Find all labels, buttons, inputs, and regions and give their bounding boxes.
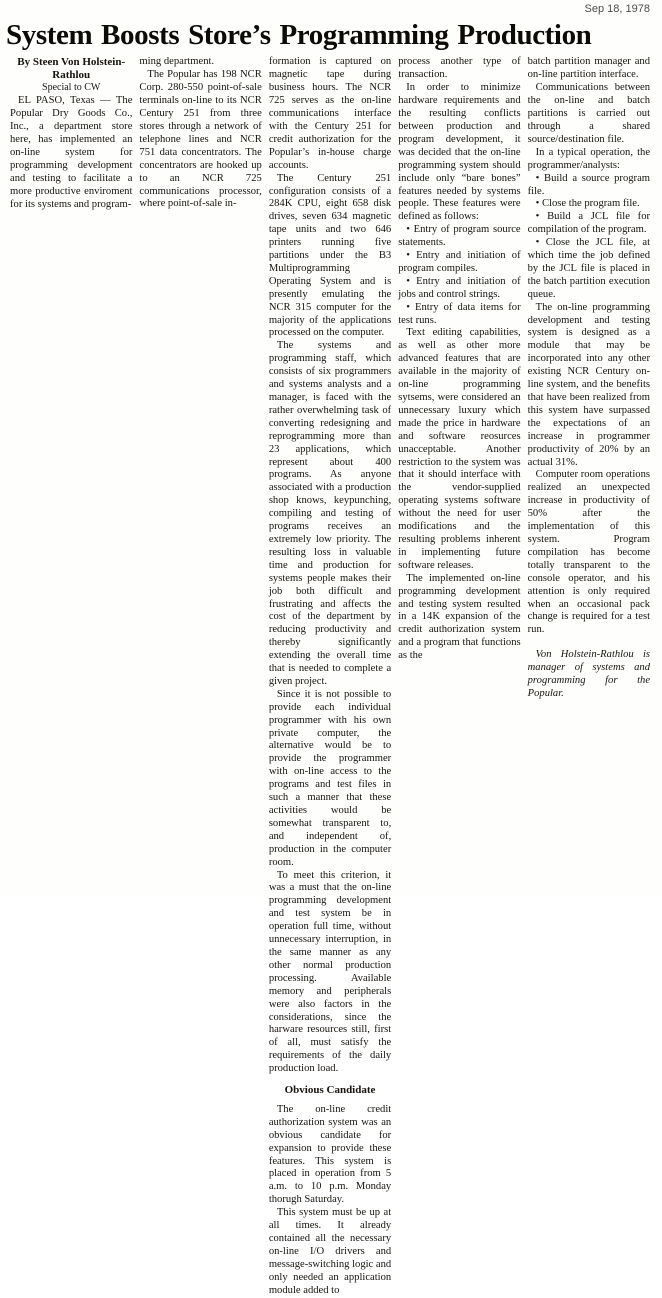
- article-paragraph: Text editing capabilities, as well as other more advanced features that are available in the majority of on-line programming sytsems, were considered an unnecessary luxury which made the price in hardware and software reosurces unacceptable. Another restriction to the system was that it should interface with the vendor-supplied operating systems software without the need for user modifications and the resulting problems inherent in implementing future software releases.: [398, 327, 521, 571]
- section-heading: Obvious Candidate: [284, 1084, 376, 1097]
- bullet-item: • Entry of program source statements.: [398, 224, 521, 249]
- bullet-item: • Close the JCL file, at which time the job defined by the JCL file is placed in the batch partition execution queue.: [527, 237, 651, 300]
- article-paragraph: The on-line programming development and testing system is designed as a module that may be incorporated into any other existing NCR Century on-line system, and the benefits that have been realized from this system have surpassed the expectations of an increase in programmer productivity of 20% by an actual 31%.: [527, 301, 651, 468]
- article-byline: By Steen Von Holstein-Rathlou: [17, 56, 126, 82]
- bullet-item: • Entry of data items for test runs.: [398, 301, 521, 326]
- article-paragraph: In a typical operation, the programmer/analysts:: [527, 146, 651, 171]
- article-paragraph: Communications between the on-line and batch partitions is carried out through a shared source/destination file.: [527, 82, 651, 145]
- article-paragraph: process another type of transaction.: [398, 56, 521, 81]
- article-paragraph: This system must be up at all times. It already contained all the necessary on-line I/O drivers and message-switching logic and only needed an application module added to: [268, 1207, 392, 1296]
- article-paragraph: Since it is not possible to provide each individual programmer with his own private computer, the alternative would be to provide the programmer with on-line access to the programs and test files in such a manner that these activities would be somewhat transparent to, and independent of, production in the computer room.: [268, 688, 392, 868]
- article-paragraph: The Century 251 configuration consists of a 284K CPU, eight 658 disk drives, seven 634 magnetic tape units and two 646 printers running five partitions under the B3 Multiprogramming Operating System and is presently emulating the NCR 315 computer for the majority of the applications processed on the computer.: [268, 172, 392, 339]
- bullet-item: • Build a JCL file for compilation of the program.: [527, 211, 651, 236]
- article-column-5: [528, 56, 650, 700]
- article-columns: [0, 53, 662, 1297]
- article-paragraph: In order to minimize hardware requirements and the resulting conflicts between production and program development, it was decided that the on-line programming system should include only “bare bones” features needed by systems people. These features were defined as follows:: [398, 82, 521, 223]
- article-paragraph: The on-line credit authorization system was an obvious candidate for expansion to provide these features. This system is placed in operation from 5 a.m. to 10 p.m. Monday thorugh Saturday.: [268, 1103, 392, 1206]
- article-paragraph: Computer room operations realized an unexpected increase in productivity of 50% after the implementation of this system. Program compilation has become totally transparent to the console operator, and his attention is only required when an occasional pack change is required for a test run.: [527, 469, 651, 636]
- bullet-item: • Entry and initiation of program compiles.: [398, 250, 521, 274]
- article-paragraph: To meet this criterion, it was a must that the on-line programming development and test system be in operation full time, without unnecessary interruption, in the same manner as any other normal production processing. Available memory and peripherals were also factors in the considerations, since the harware resources still, first of all, must satisfy the requirements of the daily production load.: [268, 869, 392, 1075]
- article-column-2: [139, 56, 261, 211]
- bullet-item: • Entry and initiation of jobs and control strings.: [398, 275, 521, 300]
- article-paragraph: EL PASO, Texas — The Popular Dry Goods Co., Inc., a department store here, has implemented an on-line system for programming development and testing to facilitate a more productive enviroment for its systems and program-: [10, 95, 133, 210]
- article-column-3: [269, 56, 391, 1297]
- article-column-1: [10, 56, 132, 211]
- article-headline: System Boosts Store’s Programming Production: [6, 19, 592, 51]
- page-date: Sep 18, 1978: [584, 3, 650, 15]
- article-paragraph: batch partition manager and on-line partition interface.: [527, 56, 651, 81]
- article-credit-line: Special to CW: [42, 82, 101, 94]
- article-paragraph: The systems and programming staff, which consists of six programmers and systems analysts and a manager, is faced with the rather overwhelming task of converting redesigning and reprogramming more than 23 applications, which represent about 400 programs. As anyone associated with a production shop knows, keypunching, compiling and testing of programs receives an extremely low priority. The resulting loss in valuable time and production for systems people makes their job both difficult and frustrating and affects the cost of the department by reducing productivity and thereby significantly extending the overall time that is needed to complete a given project.: [268, 340, 392, 687]
- article-paragraph: The Popular has 198 NCR Corp. 280-550 point-of-sale terminals on-line to its NCR Century 251 from three stores through a network of telephone lines and NCR 751 data concentrators. The concentrators are hooked up to an NCR 725 communications processor, where point-of-sale in-: [139, 69, 262, 210]
- article-column-4: [398, 56, 520, 663]
- article-paragraph: formation is captured on magnetic tape during business hours. The NCR 725 serves as the on-line communications interface with the Century 251 for credit authorization for the Popular’s in-house charge accounts.: [268, 56, 392, 171]
- article-paragraph: ming department.: [139, 56, 215, 68]
- bullet-item: • Build a source program file.: [527, 172, 651, 197]
- bullet-item: • Close the program file.: [535, 198, 640, 210]
- author-signature: Von Holstein-Rathlou is manager of systems and programming for the Popular.: [527, 649, 651, 699]
- article-paragraph: The implemented on-line programming development and testing system resulted in a 14K expansion of the credit authorization system and a program that functions as the: [398, 572, 521, 662]
